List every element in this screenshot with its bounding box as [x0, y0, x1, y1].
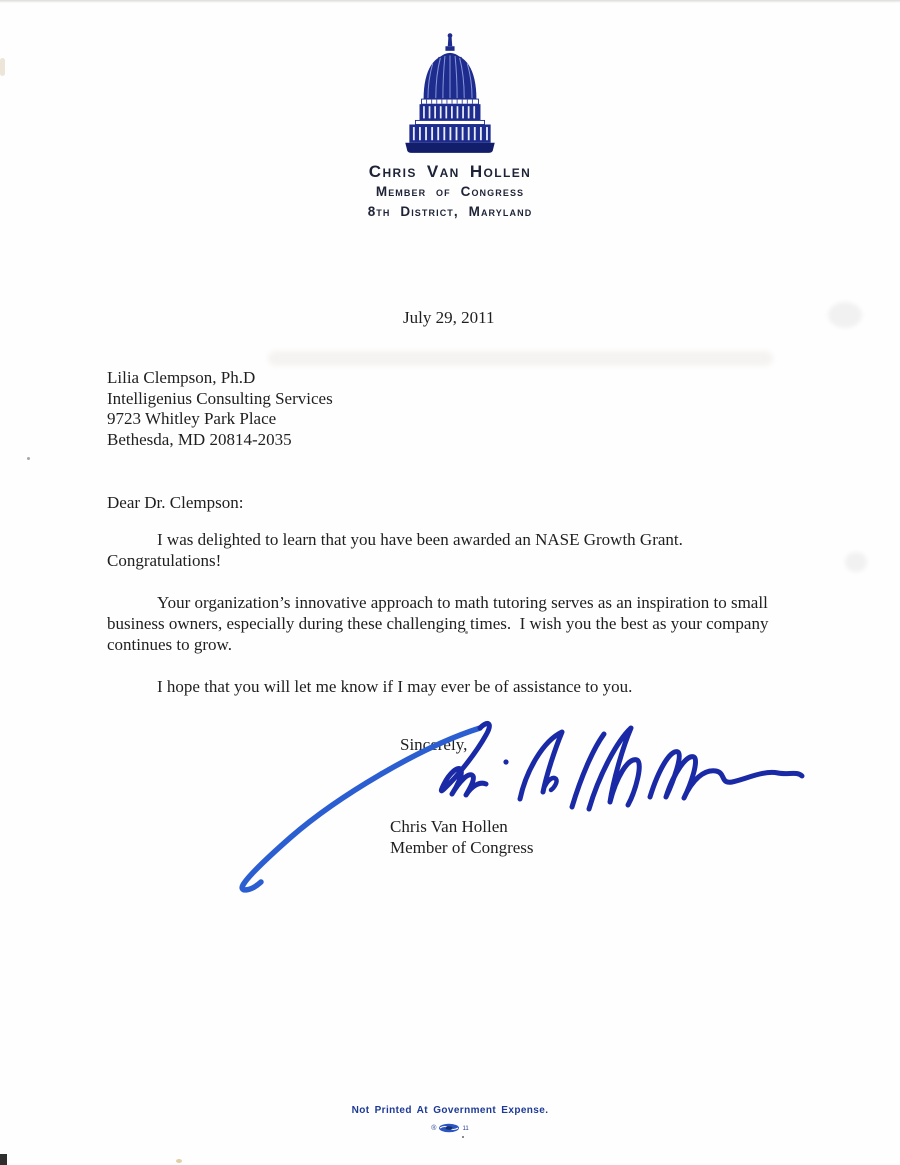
scan-artifact-dot: [27, 457, 30, 460]
letterhead-name: Chris Van Hollen: [368, 162, 532, 181]
scan-artifact-yellow-dot: [176, 1159, 182, 1163]
registered-mark: ®: [431, 1125, 437, 1132]
salutation: Dear Dr. Clempson:: [107, 493, 244, 512]
letter-body: [107, 529, 797, 718]
letterhead-district: 8th District, Maryland: [367, 204, 533, 219]
scan-artifact-smudge: [828, 302, 862, 328]
recipient-address: [107, 368, 333, 450]
footer-notice: Not Printed At Government Expense.: [351, 1105, 549, 1116]
recipient-line: 9723 Whitley Park Place: [107, 409, 277, 428]
paragraph-2: Your organization’s innovative approach to math tutoring serves as an inspiration to small business owners, especially during these challenging times. I wish you the best as your company continues to grow.: [107, 593, 769, 654]
letterhead: [0, 30, 900, 221]
letter-date: July 29, 2011: [403, 308, 495, 327]
capitol-dome-logo: [394, 30, 506, 157]
paragraph-1: I was delighted to learn that you have been awarded an NASE Growth Grant. Congratulations!: [107, 530, 688, 570]
signer-name: Chris Van Hollen: [390, 817, 508, 836]
scan-artifact-top-edge: [0, 0, 900, 3]
recipient-line: Intelligenius Consulting Services: [107, 388, 333, 408]
union-printers-bug: [0, 1119, 900, 1137]
recipient-line: Bethesda, MD 20814-2035: [107, 429, 292, 449]
recipient-line: Lilia Clempson, Ph.D: [107, 368, 256, 387]
signature-handwriting: [225, 702, 817, 902]
signer-title: Member of Congress: [390, 838, 534, 857]
letterhead-title: Member of Congress: [375, 184, 525, 199]
scan-artifact-whiteout-line: [268, 351, 773, 366]
scan-artifact-smudge: [845, 552, 867, 572]
scan-artifact-corner-mark: [0, 1154, 7, 1165]
union-bug-icon: [436, 1122, 462, 1134]
union-bug-number: 11: [462, 1126, 469, 1132]
valediction: Sincerely,: [400, 735, 468, 754]
paragraph-3: I hope that you will let me know if I may ever be of assistance to you.: [157, 677, 633, 696]
